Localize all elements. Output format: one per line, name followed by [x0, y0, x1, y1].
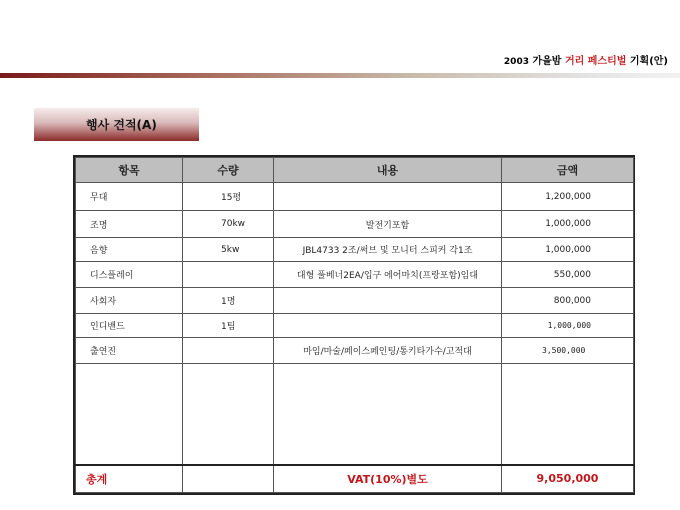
row-amount: 800,000: [502, 288, 634, 314]
estimate-table: [75, 157, 634, 493]
header-part2: 거리: [564, 56, 585, 67]
table-row: [76, 288, 634, 314]
table-row: [76, 338, 634, 364]
total-row: [76, 465, 634, 493]
row-amount: 1,000,000: [502, 314, 634, 338]
header-year: 2003: [503, 57, 529, 67]
empty-cell: [502, 364, 634, 465]
section-title: 행사 견적(A): [86, 118, 157, 132]
row-item: 음향: [76, 238, 183, 262]
header-part3: 페스티벌: [587, 56, 627, 67]
total-note: VAT(10%)별도: [274, 465, 502, 493]
table-row: [76, 314, 634, 338]
row-amount: 550,000: [502, 262, 634, 288]
total-qty: [183, 465, 274, 493]
row-qty: 1팀: [183, 314, 274, 338]
row-item: 디스플레이: [76, 262, 183, 288]
row-qty: [183, 338, 274, 364]
column-header-amount: 금액: [502, 158, 634, 183]
row-desc: 발전기포함: [274, 211, 502, 238]
row-desc: [274, 183, 502, 211]
empty-cell: [274, 364, 502, 465]
table-row: [76, 262, 634, 288]
column-header-qty: 수량: [183, 158, 274, 183]
row-amount: 1,000,000: [502, 238, 634, 262]
empty-cell: [76, 364, 183, 465]
row-item: 사회자: [76, 288, 183, 314]
table-header-row: [76, 158, 634, 183]
header-divider: [0, 73, 680, 78]
row-amount: 1,000,000: [502, 211, 634, 238]
total-label: 총계: [76, 465, 183, 493]
total-amount: 9,050,000: [502, 465, 634, 493]
row-qty: 15평: [183, 183, 274, 211]
row-amount: 3,500,000: [502, 338, 634, 364]
header-part1: 가을밤: [532, 56, 562, 67]
empty-cell: [183, 364, 274, 465]
table-row: [76, 238, 634, 262]
row-desc: [274, 288, 502, 314]
row-amount: 1,200,000: [502, 183, 634, 211]
section-title-box: [34, 108, 199, 141]
row-item: 출연진: [76, 338, 183, 364]
row-qty: 1명: [183, 288, 274, 314]
row-item: 인디밴드: [76, 314, 183, 338]
row-item: 무대: [76, 183, 183, 211]
table-row: [76, 211, 634, 238]
table-row: [76, 183, 634, 211]
row-qty: 5kw: [183, 238, 274, 262]
table-row-empty: [76, 364, 634, 465]
row-qty: [183, 262, 274, 288]
header-suffix: 기획(안): [629, 56, 668, 67]
row-desc: JBL4733 2조/써브 및 모니터 스피커 각1조: [274, 238, 502, 262]
estimate-table-container: [73, 155, 635, 495]
column-header-desc: 내용: [274, 158, 502, 183]
column-header-item: 항목: [76, 158, 183, 183]
row-desc: [274, 314, 502, 338]
document-header-title: [504, 52, 668, 67]
row-desc: 대형 풀베너2EA/입구 에어마치(프랑포함)임대: [274, 262, 502, 288]
row-desc: 마임/마술/페이스페인팅/통키타가수/고적대: [274, 338, 502, 364]
row-qty: 70kw: [183, 211, 274, 238]
row-item: 조명: [76, 211, 183, 238]
